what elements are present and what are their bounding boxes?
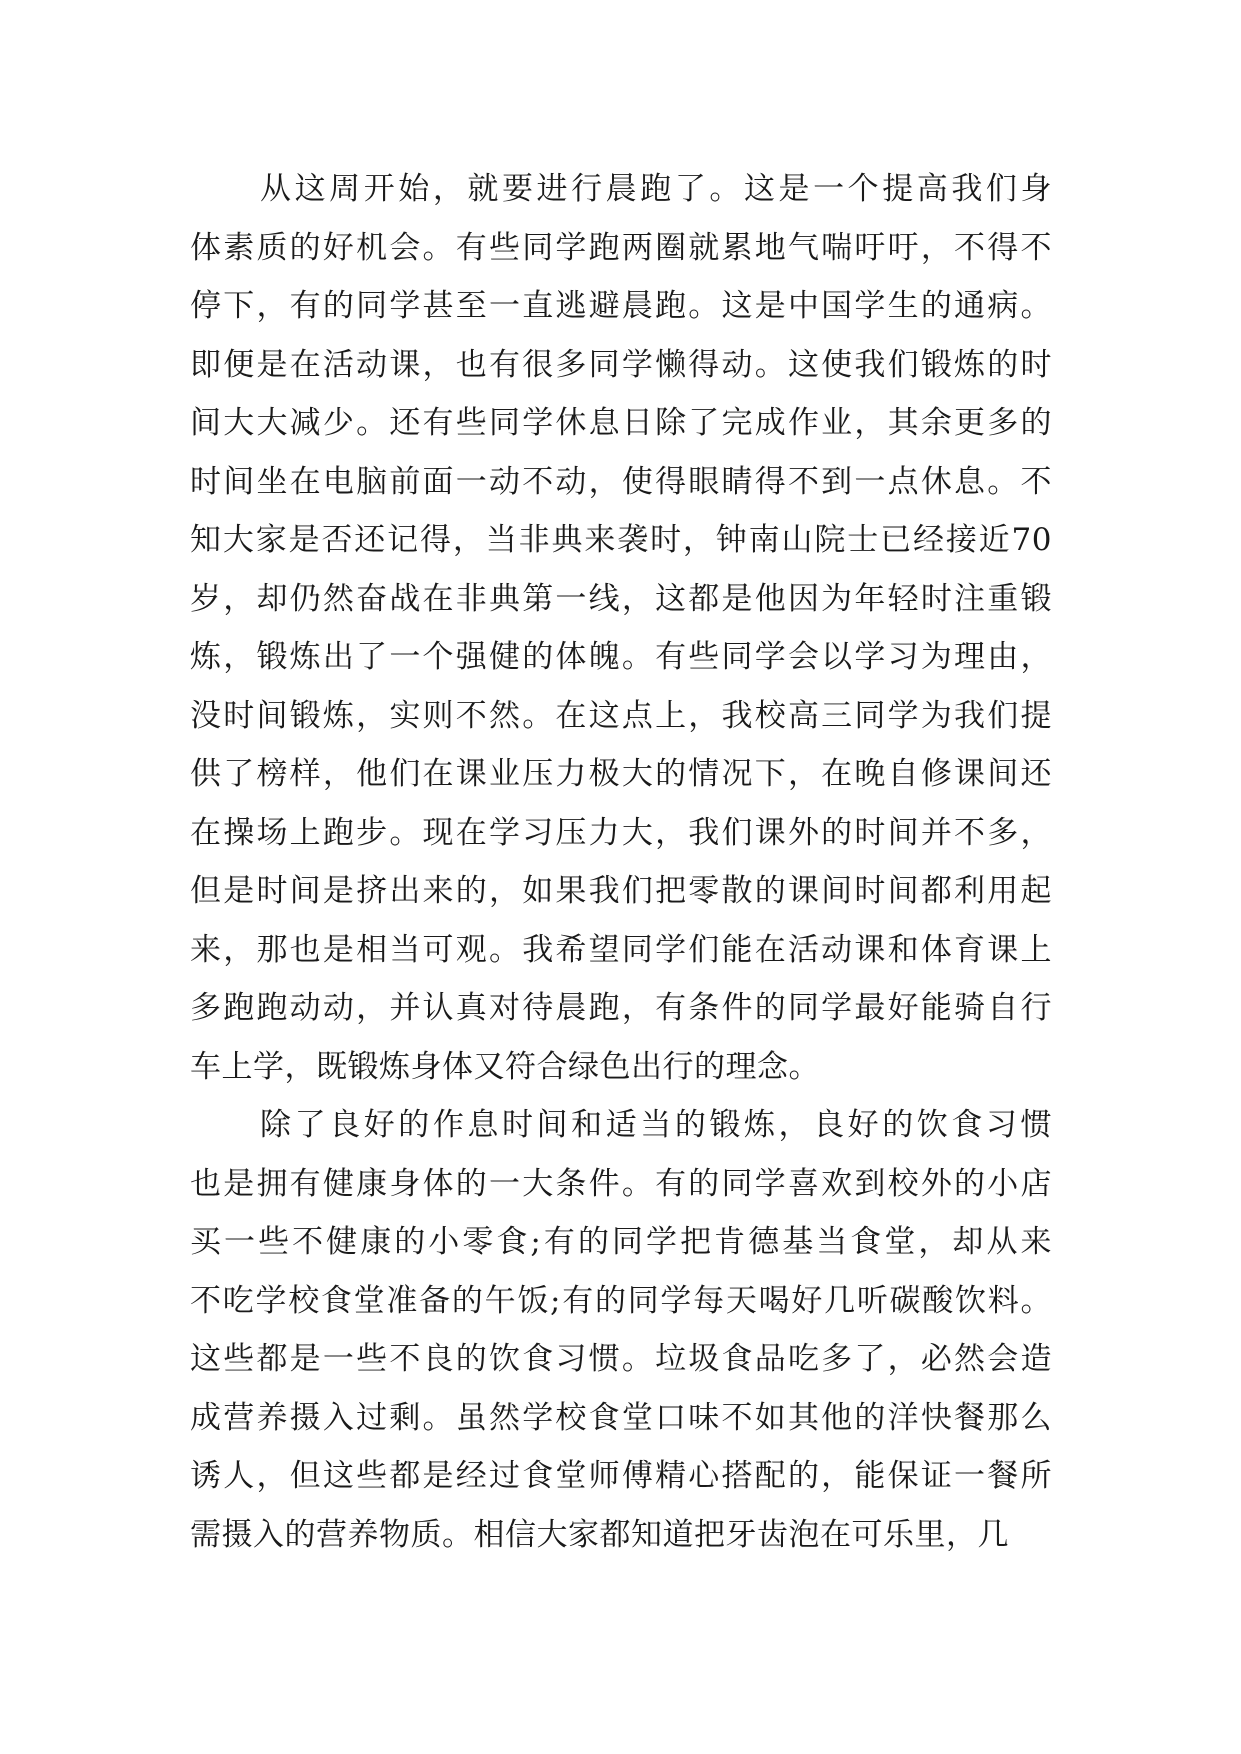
paragraph-1 — [190, 160, 1052, 1096]
paragraph-line: 知大家是否还记得，当非典来袭时，钟南山院士已经接近70 — [190, 522, 1052, 558]
paragraph-line: 即便是在活动课，也有很多同学懒得动。这使我们锻炼的时 — [190, 346, 1052, 383]
paragraph-line: 来，那也是相当可观。我希望同学们能在活动课和体育课上 — [190, 931, 1052, 968]
paragraph-line: 时间坐在电脑前面一动不动，使得眼睛得不到一点休息。不 — [190, 463, 1052, 500]
paragraph-line: 也是拥有健康身体的一大条件。有的同学喜欢到校外的小店 — [190, 1165, 1052, 1202]
paragraph-line: 从这周开始，就要进行晨跑了。这是一个提高我们身 — [260, 171, 1052, 207]
paragraph-line: 不吃学校食堂准备的午饭;有的同学每天喝好几听碳酸饮料。 — [190, 1282, 1052, 1319]
paragraph-line: 车上学，既锻炼身体又符合绿色出行的理念。 — [190, 1048, 820, 1085]
paragraph-line: 但是时间是挤出来的，如果我们把零散的课间时间都利用起 — [190, 873, 1052, 909]
paragraph-line: 诱人，但这些都是经过食堂师傅精心搭配的，能保证一餐所 — [190, 1458, 1052, 1494]
paragraph-line: 成营养摄入过剩。虽然学校食堂口味不如其他的洋快餐那么 — [190, 1399, 1052, 1436]
paragraph-2 — [190, 1096, 1052, 1564]
paragraph-line: 停下，有的同学甚至一直逃避晨跑。这是中国学生的通病。 — [190, 288, 1052, 324]
paragraph-line: 体素质的好机会。有些同学跑两圈就累地气喘吁吁，不得不 — [190, 229, 1052, 266]
paragraph-line: 在操场上跑步。现在学习压力大，我们课外的时间并不多， — [190, 814, 1052, 851]
paragraph-line: 需摄入的营养物质。相信大家都知道把牙齿泡在可乐里，几 — [190, 1516, 1009, 1553]
paragraph-line: 间大大减少。还有些同学休息日除了完成作业，其余更多的 — [190, 405, 1052, 441]
body-text — [190, 160, 1052, 1564]
paragraph-line: 买一些不健康的小零食;有的同学把肯德基当食堂，却从来 — [190, 1224, 1052, 1260]
paragraph-line: 这些都是一些不良的饮食习惯。垃圾食品吃多了，必然会造 — [190, 1341, 1052, 1377]
paragraph-line: 炼，锻炼出了一个强健的体魄。有些同学会以学习为理由， — [190, 639, 1052, 675]
paragraph-line: 多跑跑动动，并认真对待晨跑，有条件的同学最好能骑自行 — [190, 990, 1052, 1026]
paragraph-line: 除了良好的作息时间和适当的锻炼，良好的饮食习惯 — [260, 1107, 1052, 1143]
paragraph-line: 没时间锻炼，实则不然。在这点上，我校高三同学为我们提 — [190, 697, 1052, 734]
paragraph-line: 岁，却仍然奋战在非典第一线，这都是他因为年轻时注重锻 — [190, 580, 1052, 617]
paragraph-line: 供了榜样，他们在课业压力极大的情况下，在晚自修课间还 — [190, 756, 1052, 792]
